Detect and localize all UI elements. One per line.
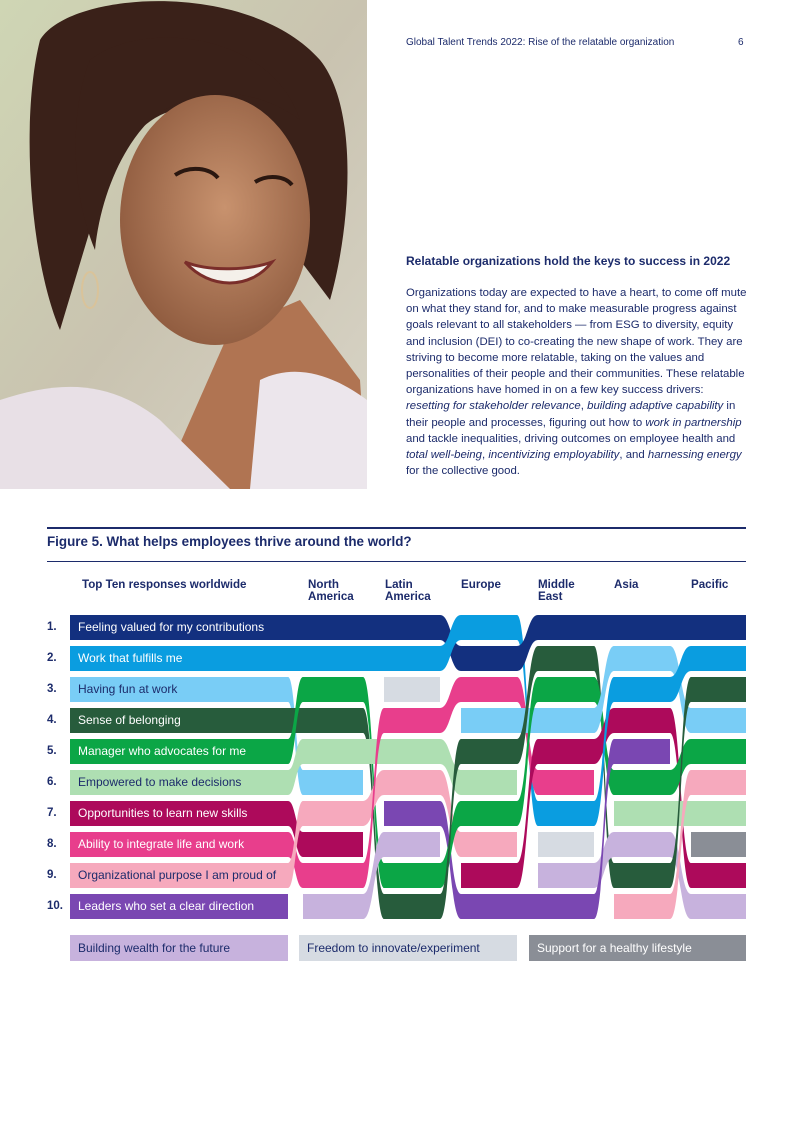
region-rank-bar-valued bbox=[303, 615, 363, 640]
flow-ribbon-fulfills bbox=[363, 646, 384, 671]
region-rank-bar-fun bbox=[303, 770, 363, 795]
region-rank-bar-purpose bbox=[303, 801, 363, 826]
region-rank-bar-learn bbox=[691, 863, 746, 888]
region-rank-bar-valued bbox=[538, 615, 594, 640]
additional-response-freedom: Freedom to innovate/experiment bbox=[299, 935, 517, 961]
region-rank-bar-purpose bbox=[614, 894, 670, 919]
worldwide-response-fulfills: Work that fulfills me bbox=[70, 646, 288, 671]
region-rank-bar-valued bbox=[691, 615, 746, 640]
region-rank-bar-freedom bbox=[384, 677, 440, 702]
figure-title: Figure 5. What helps employees thrive around the world? bbox=[47, 534, 412, 549]
region-rank-bar-integrate bbox=[303, 863, 363, 888]
intro-emphasis: resetting for stakeholder relevance bbox=[406, 400, 581, 413]
region-rank-bar-integrate bbox=[461, 677, 517, 702]
region-rank-bar-wealth bbox=[303, 894, 363, 919]
region-rank-bar-empowered bbox=[461, 770, 517, 795]
region-header-line: Latin bbox=[385, 578, 413, 591]
region-rank-bar-fun bbox=[538, 708, 594, 733]
region-rank-bar-freedom bbox=[538, 832, 594, 857]
region-rank-bar-integrate bbox=[384, 708, 440, 733]
region-rank-bar-purpose bbox=[461, 832, 517, 857]
region-rank-bar-fulfills bbox=[461, 615, 517, 640]
rank-number: 9. bbox=[47, 869, 57, 881]
region-rank-bar-manager bbox=[461, 801, 517, 826]
region-rank-bar-learn bbox=[303, 832, 363, 857]
region-rank-bar-leaders bbox=[614, 739, 670, 764]
region-rank-bar-wealth bbox=[691, 894, 746, 919]
worldwide-response-fun: Having fun at work bbox=[70, 677, 288, 702]
region-header-line: East bbox=[538, 590, 563, 603]
region-rank-bar-fulfills bbox=[538, 801, 594, 826]
region-rank-bar-manager bbox=[691, 739, 746, 764]
flow-ribbon-fulfills bbox=[288, 646, 303, 671]
region-rank-bar-fun bbox=[614, 646, 670, 671]
worldwide-response-purpose: Organizational purpose I am proud of bbox=[70, 863, 288, 888]
region-rank-bar-fulfills bbox=[384, 646, 440, 671]
intro-text: Organizations today are expected to have a heart, to come off mute on what they stand for, and to make measurable progress against goals relevant to all stakeholders — from ESG to diversity, equity and inclusion (DEI) to co-creating the new shape of work. They are striving to become more relatable, taking on the values and personalities of their people and their communities. These relatable organizations have homed in on a few key success drivers: bbox=[406, 287, 747, 397]
region-rank-bar-belonging bbox=[538, 646, 594, 671]
flow-ribbon-valued bbox=[594, 615, 614, 640]
running-header-title: Global Talent Trends 2022: Rise of the relatable organization bbox=[406, 37, 675, 48]
region-rank-bar-fulfills bbox=[691, 646, 746, 671]
region-rank-bar-fun bbox=[691, 708, 746, 733]
rank-number: 10. bbox=[47, 900, 63, 912]
region-rank-bar-belonging bbox=[384, 894, 440, 919]
region-rank-bar-fulfills bbox=[303, 646, 363, 671]
rank-number: 3. bbox=[47, 683, 57, 695]
region-rank-bar-learn bbox=[461, 863, 517, 888]
intro-emphasis: total well-being bbox=[406, 449, 482, 462]
intro-emphasis: work in partnership bbox=[645, 416, 742, 429]
region-rank-bar-manager bbox=[384, 863, 440, 888]
flow-ribbon-leaders bbox=[517, 894, 538, 919]
region-rank-bar-wealth bbox=[538, 863, 594, 888]
region-rank-bar-learn bbox=[614, 708, 670, 733]
intro-text: , bbox=[580, 400, 588, 413]
worldwide-response-learn: Opportunities to learn new skills bbox=[70, 801, 288, 826]
region-rank-bar-manager bbox=[303, 677, 363, 702]
intro-emphasis: building adaptive capability bbox=[587, 400, 724, 413]
region-rank-bar-belonging bbox=[691, 677, 746, 702]
region-header-line: America bbox=[385, 590, 431, 603]
intro-text: in their people and processes, figuring out how to bbox=[406, 400, 736, 429]
region-rank-bar-leaders bbox=[461, 894, 517, 919]
worldwide-response-leaders: Leaders who set a clear direction bbox=[70, 894, 288, 919]
rank-number: 5. bbox=[47, 745, 57, 757]
intro-text: , and bbox=[619, 449, 648, 462]
worldwide-response-valued: Feeling valued for my contributions bbox=[70, 615, 288, 640]
region-rank-bar-manager bbox=[538, 677, 594, 702]
rank-number: 1. bbox=[47, 621, 57, 633]
intro-text: and tackle inequalities, driving outcomes on employee health and bbox=[406, 432, 736, 445]
flow-ribbon-integrate bbox=[440, 677, 461, 733]
region-header-line: Pacific bbox=[691, 578, 729, 591]
intro-emphasis: harnessing energy bbox=[647, 449, 742, 462]
region-rank-bar-belonging bbox=[461, 739, 517, 764]
additional-response-health: Support for a healthy lifestyle bbox=[529, 935, 746, 961]
intro-text: for the collective good. bbox=[406, 465, 520, 478]
flow-ribbon-empowered bbox=[363, 739, 384, 764]
region-rank-bar-valued bbox=[461, 646, 517, 671]
region-rank-bar-wealth bbox=[384, 832, 440, 857]
rank-number: 6. bbox=[47, 776, 57, 788]
worldwide-response-integrate: Ability to integrate life and work bbox=[70, 832, 288, 857]
region-rank-bar-manager bbox=[614, 770, 670, 795]
flow-ribbon-valued bbox=[288, 615, 303, 640]
rank-number: 2. bbox=[47, 652, 57, 664]
rank-number: 7. bbox=[47, 807, 57, 819]
region-rank-bar-integrate bbox=[538, 770, 594, 795]
flow-ribbon-valued bbox=[670, 615, 691, 640]
page-number: 6 bbox=[738, 37, 744, 48]
region-rank-bar-valued bbox=[614, 615, 670, 640]
region-rank-bar-purpose bbox=[384, 770, 440, 795]
worldwide-column-header: Top Ten responses worldwide bbox=[82, 578, 247, 591]
region-rank-bar-leaders bbox=[384, 801, 440, 826]
worldwide-response-empowered: Empowered to make decisions bbox=[70, 770, 288, 795]
region-header-line: North bbox=[308, 578, 339, 591]
section-heading: Relatable organizations hold the keys to success in 2022 bbox=[406, 254, 731, 268]
region-rank-bar-fun bbox=[461, 708, 517, 733]
intro-text: , bbox=[481, 449, 489, 462]
flow-ribbon-empowered bbox=[670, 801, 691, 826]
region-header-line: Europe bbox=[461, 578, 501, 591]
region-header-line: Middle bbox=[538, 578, 575, 591]
flow-ribbon-valued bbox=[363, 615, 384, 640]
worldwide-response-manager: Manager who advocates for me bbox=[70, 739, 288, 764]
region-header-line: America bbox=[308, 590, 354, 603]
region-rank-bar-empowered bbox=[303, 739, 363, 764]
region-rank-bar-leaders bbox=[538, 894, 594, 919]
additional-response-wealth: Building wealth for the future bbox=[70, 935, 288, 961]
region-rank-bar-empowered bbox=[691, 801, 746, 826]
region-rank-bar-wealth bbox=[614, 832, 670, 857]
region-rank-bar-purpose bbox=[691, 770, 746, 795]
region-rank-bar-belonging bbox=[614, 863, 670, 888]
region-rank-bar-empowered bbox=[614, 801, 670, 826]
worldwide-response-belonging: Sense of belonging bbox=[70, 708, 288, 733]
rank-number: 8. bbox=[47, 838, 57, 850]
region-rank-bar-fulfills bbox=[614, 677, 670, 702]
region-header-line: Asia bbox=[614, 578, 639, 591]
rank-number: 4. bbox=[47, 714, 57, 726]
region-rank-bar-health bbox=[691, 832, 746, 857]
region-rank-bar-valued bbox=[384, 615, 440, 640]
region-rank-bar-empowered bbox=[384, 739, 440, 764]
region-rank-bar-belonging bbox=[303, 708, 363, 733]
region-rank-bar-learn bbox=[538, 739, 594, 764]
intro-emphasis: incentivizing employability bbox=[488, 449, 620, 462]
